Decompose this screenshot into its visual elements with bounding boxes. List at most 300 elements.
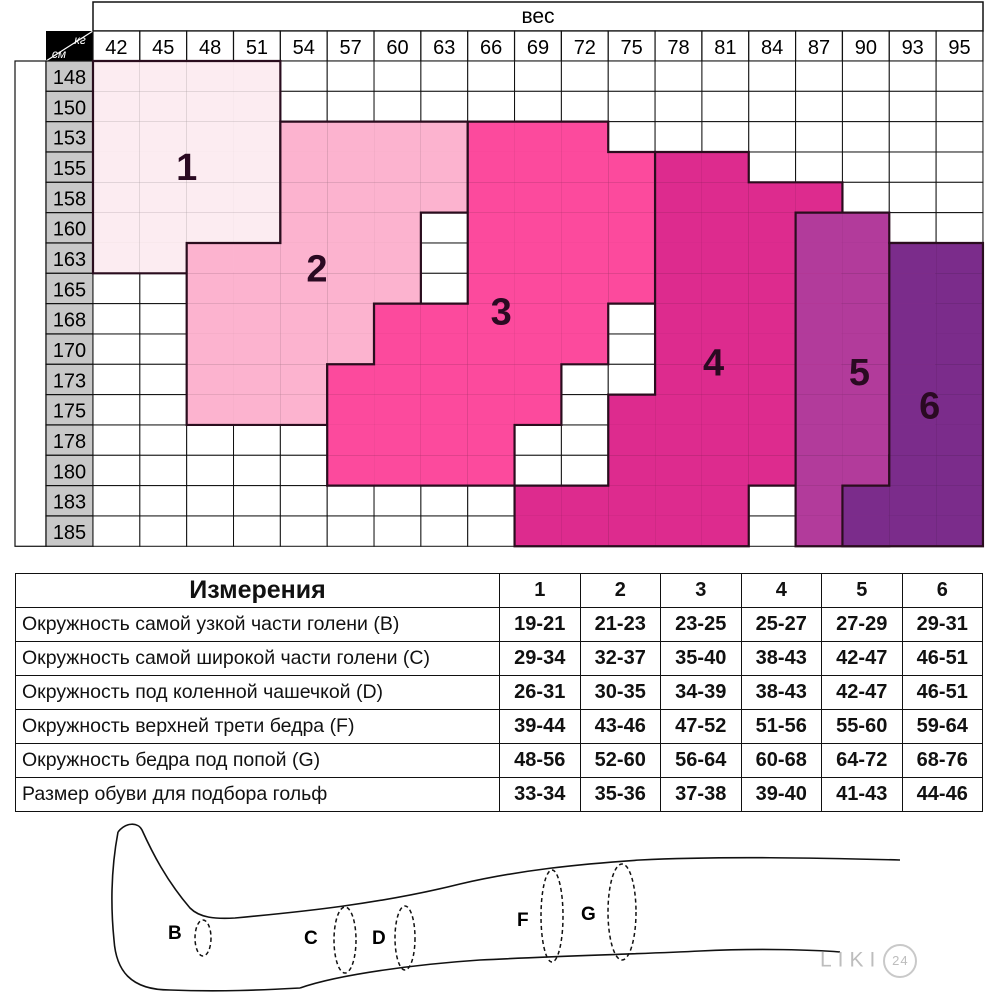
table-row <box>16 710 983 744</box>
zone-cell <box>374 243 421 273</box>
zone-number-label: 1 <box>176 147 198 190</box>
zone-cell <box>842 273 889 303</box>
measurement-value: 42-47 <box>822 676 903 710</box>
measurement-name: Окружность под коленной чашечкой (D) <box>16 676 500 710</box>
zone-cell <box>374 334 421 364</box>
zone-cell <box>702 243 749 273</box>
grid-cell <box>93 455 140 485</box>
zone-cell <box>702 516 749 546</box>
zone-cell <box>280 213 327 243</box>
grid-cell <box>608 122 655 152</box>
weight-tick-label: 78 <box>667 37 690 59</box>
zone-cell <box>187 334 234 364</box>
zone-cell <box>936 395 983 425</box>
zone-cell <box>140 243 187 273</box>
zone-cell <box>421 182 468 212</box>
height-tick-label: 148 <box>52 67 87 89</box>
zone-cell <box>608 425 655 455</box>
zone-cell <box>749 455 796 485</box>
weight-tick-label: 81 <box>714 37 737 59</box>
leg-outline <box>112 824 900 991</box>
zone-cell <box>327 395 374 425</box>
zone-cell <box>515 273 562 303</box>
measurement-name: Окружность самой широкой части голени (C) <box>16 642 500 676</box>
measurement-value: 44-46 <box>902 778 983 812</box>
weight-tick-label: 87 <box>807 37 831 59</box>
measurement-value: 19-21 <box>500 608 581 642</box>
zone-cell <box>561 243 608 273</box>
table-row <box>16 778 983 812</box>
grid-cell <box>374 91 421 121</box>
measurement-value: 35-36 <box>580 778 661 812</box>
grid-cell <box>936 182 983 212</box>
zone-cell <box>515 364 562 394</box>
zone-cell <box>702 486 749 516</box>
zone-cell <box>889 455 936 485</box>
grid-cell <box>234 455 281 485</box>
zone-cell <box>140 213 187 243</box>
grid-cell <box>421 61 468 91</box>
measure-ring-g <box>608 864 636 960</box>
zone-cell <box>234 91 281 121</box>
zone-cell <box>702 455 749 485</box>
measurements-table <box>15 573 983 812</box>
grid-cell <box>374 516 421 546</box>
zone-cell <box>421 364 468 394</box>
zone-cell <box>842 395 889 425</box>
size-header: 4 <box>741 574 822 608</box>
table-row <box>16 642 983 676</box>
grid-cell <box>93 516 140 546</box>
height-tick-label: 168 <box>52 309 87 332</box>
grid-cell <box>561 425 608 455</box>
zone-cell <box>655 304 702 334</box>
weight-tick-label: 93 <box>901 37 924 59</box>
zone-cell <box>421 455 468 485</box>
zone-cell <box>468 152 515 182</box>
table-row <box>16 676 983 710</box>
zone-cell <box>561 182 608 212</box>
zone-cell <box>796 364 843 394</box>
zone-cell <box>608 273 655 303</box>
measurement-value: 30-35 <box>580 676 661 710</box>
zone-cell <box>655 213 702 243</box>
zone-cell <box>93 152 140 182</box>
zone-cell <box>327 152 374 182</box>
zone-cell <box>234 61 281 91</box>
grid-cell <box>421 91 468 121</box>
label-f: F <box>517 910 529 931</box>
weight-tick-label: 42 <box>105 37 128 59</box>
zone-cell <box>234 243 281 273</box>
measure-ring-c <box>334 907 356 973</box>
zone-cell <box>655 152 702 182</box>
grid-cell <box>889 182 936 212</box>
zone-cell <box>842 243 889 273</box>
zone-cell <box>234 334 281 364</box>
zone-cell <box>796 395 843 425</box>
height-tick-label: 163 <box>52 248 87 271</box>
zone-cell <box>796 304 843 334</box>
zone-cell <box>93 122 140 152</box>
zone-cell <box>327 182 374 212</box>
grid-cell <box>561 455 608 485</box>
zone-cell <box>702 152 749 182</box>
measurement-value: 35-40 <box>661 642 742 676</box>
zone-cell <box>234 273 281 303</box>
zone-cell <box>889 425 936 455</box>
measure-ring-d <box>395 906 415 970</box>
grid-cell <box>140 425 187 455</box>
zone-cell <box>936 364 983 394</box>
grid-cell <box>749 122 796 152</box>
grid-cell <box>280 516 327 546</box>
unit-corner-cell <box>46 31 93 61</box>
grid-cell <box>889 213 936 243</box>
zone-cell <box>889 273 936 303</box>
zone-cell <box>561 304 608 334</box>
grid-cell <box>280 91 327 121</box>
zone-cell <box>655 486 702 516</box>
measure-ring-b <box>195 920 211 956</box>
zone-cell <box>889 243 936 273</box>
zone-cell <box>374 364 421 394</box>
grid-cell <box>187 486 234 516</box>
grid-cell <box>702 61 749 91</box>
zone-cell <box>842 455 889 485</box>
measurement-value: 29-31 <box>902 608 983 642</box>
zone-cell <box>655 395 702 425</box>
grid-cell <box>608 304 655 334</box>
grid-cell <box>515 91 562 121</box>
grid-cell <box>140 334 187 364</box>
height-tick-label: 155 <box>52 157 87 180</box>
measurement-value: 34-39 <box>661 676 742 710</box>
measurement-value: 59-64 <box>902 710 983 744</box>
zone-cell <box>327 122 374 152</box>
zone-cell <box>796 334 843 364</box>
measurements-header: Измерения <box>16 574 500 608</box>
grid-cell <box>280 61 327 91</box>
zone-cell <box>702 213 749 243</box>
zone-cell <box>749 273 796 303</box>
table-header-row <box>16 574 983 608</box>
zone-cell <box>796 243 843 273</box>
zone-cell <box>327 243 374 273</box>
zone-cell <box>796 273 843 303</box>
zone-cell <box>655 334 702 364</box>
zone-cell <box>374 213 421 243</box>
zone-cell <box>93 61 140 91</box>
zone-cell <box>374 395 421 425</box>
grid-cell <box>140 304 187 334</box>
zone-cell <box>421 334 468 364</box>
zone-cell <box>936 486 983 516</box>
zone-cell <box>749 213 796 243</box>
height-tick-label: 173 <box>52 370 87 393</box>
zone-cell <box>561 516 608 546</box>
zone-cell <box>515 486 562 516</box>
zone-cell <box>749 334 796 364</box>
zone-cell <box>608 395 655 425</box>
zone-cell <box>327 273 374 303</box>
zone-cell <box>374 304 421 334</box>
weight-tick-label: 95 <box>948 37 971 59</box>
measurement-value: 37-38 <box>661 778 742 812</box>
weight-tick-label: 72 <box>573 37 596 59</box>
watermark-logo <box>820 944 917 978</box>
height-tick-label: 170 <box>52 339 87 362</box>
zone-cell <box>655 243 702 273</box>
zone-cell <box>936 304 983 334</box>
grid-cell <box>421 243 468 273</box>
zone-cell <box>187 395 234 425</box>
zone-cell <box>468 213 515 243</box>
grid-cell <box>749 486 796 516</box>
grid-cell <box>749 152 796 182</box>
measurement-name: Окружность верхней трети бедра (F) <box>16 710 500 744</box>
grid-cell <box>889 61 936 91</box>
zone-cell <box>796 516 843 546</box>
zone-cell <box>702 182 749 212</box>
weight-tick-label: 69 <box>526 37 550 59</box>
zone-cell <box>187 213 234 243</box>
zone-cell <box>515 122 562 152</box>
size-header: 3 <box>661 574 742 608</box>
grid-cell <box>140 486 187 516</box>
weight-tick-label: 51 <box>245 37 269 59</box>
zone-cell <box>327 425 374 455</box>
zone-cell <box>187 243 234 273</box>
grid-cell <box>842 91 889 121</box>
weight-tick-label: 60 <box>386 37 409 59</box>
grid-cell <box>187 455 234 485</box>
zone-cell <box>842 425 889 455</box>
zone-cell <box>280 364 327 394</box>
zone-cell <box>702 395 749 425</box>
measurement-value: 27-29 <box>822 608 903 642</box>
zone-cell <box>374 182 421 212</box>
grid-cell <box>234 516 281 546</box>
zone-cell <box>608 486 655 516</box>
zone-cell <box>374 455 421 485</box>
grid-cell <box>796 91 843 121</box>
weight-tick-label: 66 <box>480 37 503 59</box>
grid-cell <box>515 61 562 91</box>
zone-cell <box>515 334 562 364</box>
zone-cell <box>468 182 515 212</box>
grid-cell <box>561 364 608 394</box>
height-tick-label: 153 <box>52 127 87 150</box>
zone-cell <box>936 243 983 273</box>
zone-cell <box>421 425 468 455</box>
zone-cell <box>655 182 702 212</box>
zone-cell <box>327 304 374 334</box>
zone-cell <box>468 395 515 425</box>
zone-number-label: 3 <box>490 291 512 334</box>
grid-cell <box>936 61 983 91</box>
measurement-value: 29-34 <box>500 642 581 676</box>
size-header: 5 <box>822 574 903 608</box>
zone-cell <box>234 213 281 243</box>
height-tick-label: 183 <box>52 491 87 514</box>
grid-cell <box>515 455 562 485</box>
zone-cell <box>374 152 421 182</box>
grid-cell <box>842 152 889 182</box>
zone-cell <box>234 122 281 152</box>
grid-cell <box>421 213 468 243</box>
grid-cell <box>561 395 608 425</box>
zone-cell <box>327 213 374 243</box>
grid-cell <box>140 516 187 546</box>
zone-cell <box>515 243 562 273</box>
size-header: 1 <box>500 574 581 608</box>
height-axis-title-cell <box>15 61 46 546</box>
watermark-number: 24 <box>883 944 917 978</box>
zone-cell <box>421 152 468 182</box>
grid-cell <box>187 516 234 546</box>
weight-tick-label: 75 <box>620 37 643 59</box>
measurement-value: 56-64 <box>661 744 742 778</box>
grid-cell <box>702 122 749 152</box>
size-header: 6 <box>902 574 983 608</box>
zone-number-label: 4 <box>703 342 725 385</box>
grid-cell <box>93 304 140 334</box>
measurement-value: 41-43 <box>822 778 903 812</box>
unit-cm-label: см <box>51 47 67 61</box>
zone-cell <box>468 122 515 152</box>
grid-cell <box>280 455 327 485</box>
grid-cell <box>234 486 281 516</box>
grid-cell <box>421 516 468 546</box>
grid-cell <box>280 486 327 516</box>
grid-cell <box>140 395 187 425</box>
zone-cell <box>749 182 796 212</box>
measurement-value: 52-60 <box>580 744 661 778</box>
grid-cell <box>327 91 374 121</box>
zone-cell <box>421 395 468 425</box>
grid-cell <box>468 516 515 546</box>
height-tick-label: 165 <box>52 279 87 302</box>
grid-cell <box>842 61 889 91</box>
weight-tick-label: 90 <box>854 37 877 59</box>
grid-cell <box>796 122 843 152</box>
measurement-value: 42-47 <box>822 642 903 676</box>
zone-cell <box>561 486 608 516</box>
grid-cell <box>93 425 140 455</box>
grid-cell <box>327 516 374 546</box>
measurement-name: Окружность бедра под попой (G) <box>16 744 500 778</box>
zone-cell <box>749 395 796 425</box>
grid-cell <box>749 61 796 91</box>
measurement-value: 47-52 <box>661 710 742 744</box>
zone-cell <box>608 516 655 546</box>
zone-cell <box>234 395 281 425</box>
zone-cell <box>608 182 655 212</box>
measurement-value: 21-23 <box>580 608 661 642</box>
zone-cell <box>327 334 374 364</box>
grid-cell <box>561 61 608 91</box>
grid-cell <box>796 61 843 91</box>
zone-cell <box>655 273 702 303</box>
zone-cell <box>280 122 327 152</box>
zone-cell <box>796 455 843 485</box>
grid-cell <box>280 425 327 455</box>
measurement-value: 38-43 <box>741 642 822 676</box>
measurement-value: 32-37 <box>580 642 661 676</box>
zone-cell <box>280 334 327 364</box>
zone-cell <box>889 304 936 334</box>
weight-tick-label: 84 <box>761 37 784 59</box>
zone-cell <box>187 304 234 334</box>
zone-cell <box>327 455 374 485</box>
grid-cell <box>655 91 702 121</box>
zone-cell <box>749 304 796 334</box>
grid-cell <box>936 213 983 243</box>
zone-number-label: 6 <box>919 385 941 428</box>
zone-cell <box>421 304 468 334</box>
zone-cell <box>608 243 655 273</box>
zone-cell <box>561 213 608 243</box>
zone-cell <box>608 455 655 485</box>
grid-cell <box>655 122 702 152</box>
measurement-value: 39-40 <box>741 778 822 812</box>
zone-cell <box>421 122 468 152</box>
zone-cell <box>280 304 327 334</box>
grid-cell <box>93 273 140 303</box>
grid-cell <box>608 91 655 121</box>
zone-cell <box>515 152 562 182</box>
zone-cell <box>702 273 749 303</box>
zone-cell <box>468 364 515 394</box>
size-header: 2 <box>580 574 661 608</box>
zone-number-label: 5 <box>848 352 870 395</box>
height-tick-label: 158 <box>52 188 87 211</box>
table-row <box>16 744 983 778</box>
grid-cell <box>468 91 515 121</box>
zone-cell <box>749 243 796 273</box>
grid-cell <box>468 61 515 91</box>
zone-cell <box>561 152 608 182</box>
grid-cell <box>93 334 140 364</box>
zone-cell <box>468 455 515 485</box>
zone-cell <box>655 516 702 546</box>
grid-cell <box>374 486 421 516</box>
zone-cell <box>234 152 281 182</box>
zone-cell <box>515 213 562 243</box>
height-tick-label: 180 <box>52 461 87 484</box>
weight-tick-label: 57 <box>339 37 362 59</box>
weight-tick-label: 48 <box>198 37 222 59</box>
zone-cell <box>889 516 936 546</box>
weight-tick-label: 45 <box>152 37 175 59</box>
grid-cell <box>93 486 140 516</box>
zone-cell <box>280 182 327 212</box>
grid-cell <box>889 91 936 121</box>
label-c: C <box>304 928 318 949</box>
zone-cell <box>655 455 702 485</box>
weight-tick-label: 63 <box>433 37 456 59</box>
zone-cell <box>187 364 234 394</box>
grid-cell <box>140 455 187 485</box>
measurement-value: 23-25 <box>661 608 742 642</box>
zone-cell <box>234 364 281 394</box>
zone-cell <box>515 395 562 425</box>
grid-cell <box>608 334 655 364</box>
height-tick-label: 185 <box>52 521 87 544</box>
zone-cell <box>468 425 515 455</box>
zone-cell <box>889 486 936 516</box>
